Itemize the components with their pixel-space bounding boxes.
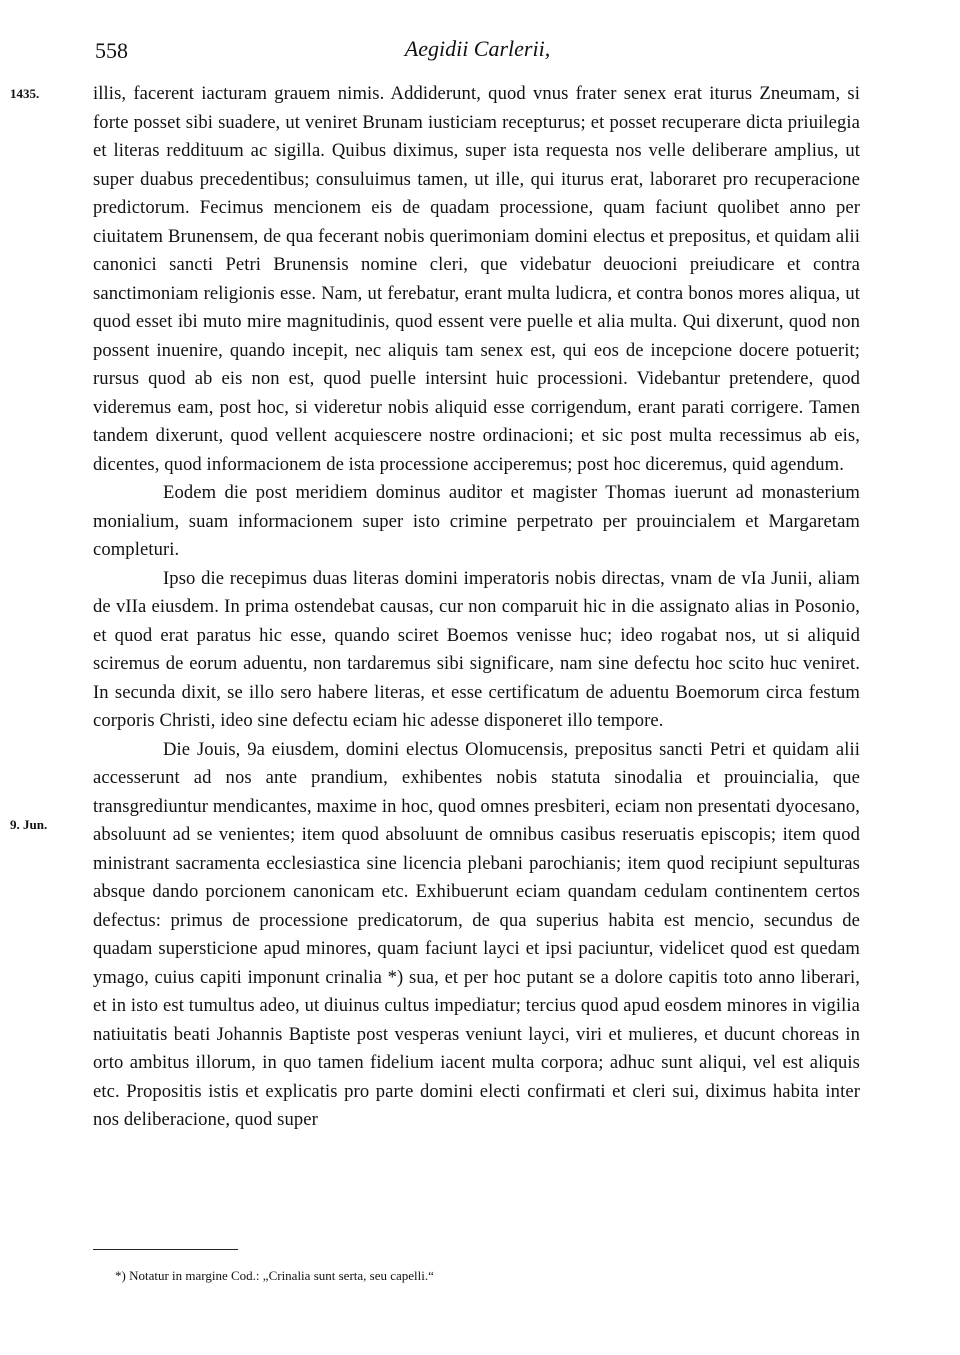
- main-text: [93, 80, 860, 1135]
- margin-year: 1435.: [10, 86, 40, 101]
- running-title: Aegidii Carlerii,: [404, 36, 551, 61]
- page-number: 558: [95, 38, 128, 63]
- footnote-divider: [93, 1249, 238, 1250]
- paragraph-4: Die Jouis, 9a eiusdem, domini electus Olomucensis, prepositus sancti Petri et quidam alii accesserunt ad nos ante prandium, exhibentes nobis statuta sinodalia et prouincialia, que transgrediuntur mendicantes, maxime in hoc, quod omnes presbiteri, eciam non presentati dyocesano, absoluunt ad se venientes; item quod absoluunt de omnibus casibus reseruatis episcopis; item quod ministrant sacramenta ecclesiastica sine licencia plebani parochianis; item quod recipiunt sepulturas absque dando porcionem canonicam etc. Exhibuerunt eciam quandam cedulam continentem certos defectus: primus de processione predicatorum, de qua superius habita est mencio, secundus de quadam supersticione apud minores, quam faciunt layci et ipsi paciuntur, videlicet quod est quedam ymago, cuius capiti imponunt crinalia *) sua, et per hoc putant se a dolore capitis toto anno liberari, et in isto est tumultus adeo, ut diuinus cultus impediatur; tercius quod apud eosdem minores in vigilia natiuitatis beati Johannis Baptiste post vesperas veniunt layci, viri et mulieres, et ducunt choreas in orto ambitus illorum, in quo tamen fidelium iacent multa corpora; adhuc sunt aliqui, vel est aliquis etc. Propositis istis et explicatis pro parte domini electi confirmati et cleri sui, diximus habita inter nos deliberacione, quod super: [93, 738, 860, 1130]
- paragraph-1: illis, facerent iacturam grauem nimis. Addiderunt, quod vnus frater senex erat iturus Zneumam, si forte posset sibi suadere, ut veniret Brunam iusticiam recepturus; et posset recuperare dicta priuilegia et literas reddituum ac sigilla. Quibus diximus, super ista requesta nos velle deliberare amplius, ut super duabus precedentibus; consuluimus tamen, ut ille, qui iturus erat, laboraret pro recuperacione predictorum. Fecimus mencionem eis de quadam processione, quam faciunt quolibet anno per ciuitatem Brunensem, de qua fecerant nobis querimoniam domini electus et prepositus, et quidam alii canonici sancti Petri Brunensis nomine cleri, que videbatur deuocioni preiudicare et contra sanctimoniam religionis esse. Nam, ut ferebatur, erant multa ludicra, et contra bonos mores aliqua, ut quod esset ibi muto mire magnitudinis, quod essent vere puelle et alia multa. Qui dixerunt, quod non possent inuenire, quando incepit, nec aliquis tam senex est, qui eos de incepcione docere potuerit; rursus quod ab eis non est, quod puelle intersint huic processioni. Videbantur pretendere, quod videremus eam, post hoc, si videretur nobis aliquid esse corrigendum, erant parati corrigere. Tamen tandem dixerunt, quod vellent acquiescere nostre ordinacioni; et sic post multa recessimus ab eis, dicentes, quod informacionem de ista processione acciperemus; post hoc diceremus, quid agendum.: [93, 83, 860, 475]
- footnote: *) Notatur in margine Cod.: „Crinalia sunt serta, seu capelli.“: [115, 1268, 434, 1283]
- margin-date: 9. Jun.: [10, 817, 48, 832]
- paragraph-3: Ipso die recepimus duas literas domini imperatoris nobis directas, vnam de vIa Junii, aliam de vIIa eiusdem. In prima ostendebat causas, cur non comparuit hic in die assignato alias in Posonio, et quod erat paratus hic esse, quando sciret Boemos venisse huc; ideo rogabat nos, ut si aliquid sciremus de eorum aduentu, non tardaremus sibi significare, nam sine defectu hoc scito huc veniret. In secunda dixit, se illo sero habere literas, et esse certificatum de aduentu Boemorum circa festum corporis Christi, ideo sine defectu eciam hic adesse disponeret illo tempore.: [93, 567, 860, 731]
- page-header: [95, 28, 860, 68]
- paragraph-2: Eodem die post meridiem dominus auditor et magister Thomas iuerunt ad monasterium monialium, suam informacionem super isto crimine perpetrato per prouincialem et Margaretam completuri.: [93, 482, 860, 560]
